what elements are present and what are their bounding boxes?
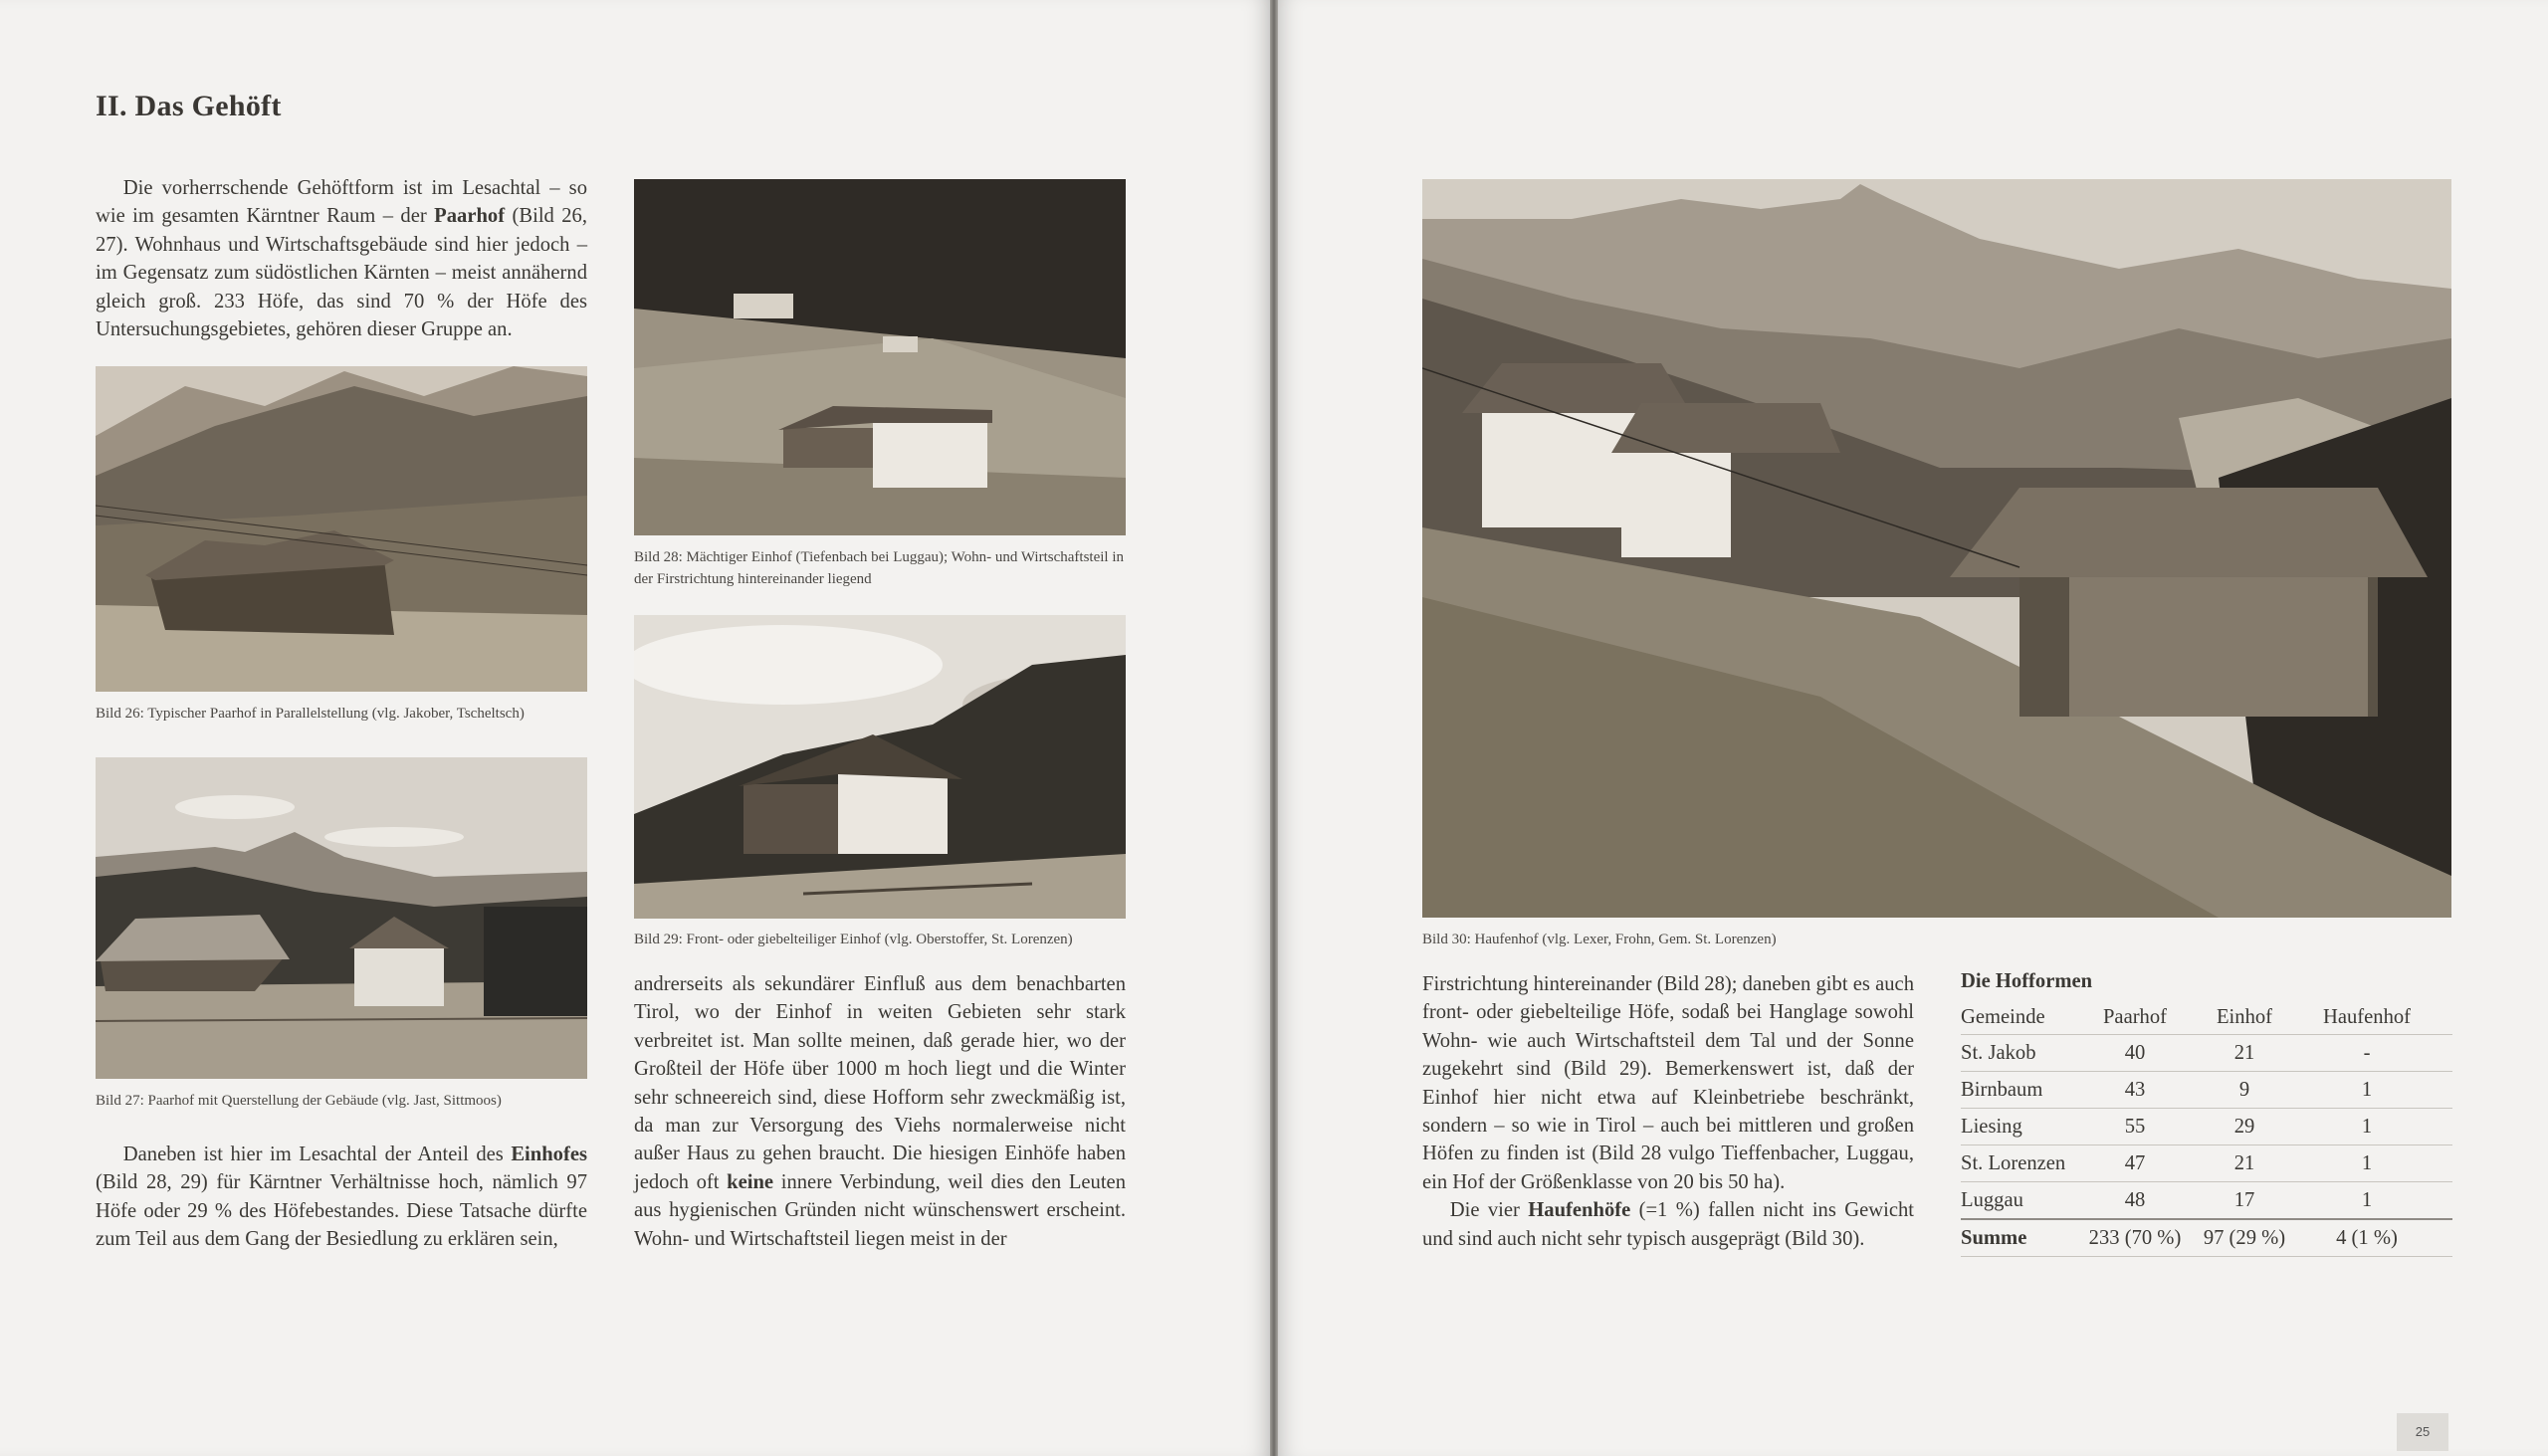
cell-haufenhof: - — [2363, 1042, 2371, 1064]
cell-gemeinde: Birnbaum — [1961, 1079, 2043, 1101]
chapter-heading: II. Das Gehöft — [96, 90, 282, 122]
column2-paragraph: andrerseits als sekundärer Einfluß aus dem benachbarten Tirol, wo der Einhof in weiten Gebieten sehr stark verbreitet ist. Man sollte meinen, daß gerade hier, wo der Großteil der Höfe über 1000 m hoch liegt und die Winter sehr schneereich sind, diese Hofform sehr zweckmäßig ist, da man zur Versorgung des Viehs normalerweise nicht außer Haus zu gehen braucht. Die hiesigen Einhöfe haben jedoch oft keine innere Verbindung, weil dies den Leuten aus hygienischen Gründen nicht wünschenswert erscheint. Wohn- und Wirtschaftsteil liegen meist in der — [634, 973, 1126, 1250]
photo-bild30 — [1422, 179, 2451, 918]
right-column-text — [1422, 970, 1914, 1253]
firstrichtung-paragraph: Firstrichtung hintereinander (Bild 28); daneben gibt es auch front- oder giebelteilige Höfe, sodaß bei Hanglage sowohl Wohn- wie auch Wirtschaftsteil dem Tal und der Sonne zugekehrt sind (Bild 29). Bemerkenswert ist, daß der Einhof hier nicht etwa auf Kleinbetriebe beschränkt, sondern – so wie in Tirol – auch bei mittleren und großen Höfen zu finden ist (Bild 28 vulgo Tieffenbacher, Luggau, ein Hof der Größenklasse von 20 bis 50 ha). — [1422, 973, 1914, 1193]
photo-bild28 — [634, 179, 1126, 535]
photo-bild27 — [96, 757, 587, 1079]
table-row — [1961, 1035, 2452, 1072]
bold-term: Einhofes — [511, 1144, 587, 1165]
left-page — [0, 0, 1270, 1456]
photo-bild29 — [634, 615, 1126, 919]
column2-text — [634, 970, 1126, 1253]
cell-paarhof: 47 — [2124, 1152, 2146, 1174]
caption-bild29: Bild 29: Front- oder giebelteiliger Einhof (vlg. Oberstoffer, St. Lorenzen) — [634, 932, 1073, 947]
right-page — [1278, 0, 2548, 1456]
sum-einhof: 97 (29 %) — [2203, 1227, 2286, 1249]
page-number: 25 — [2397, 1413, 2448, 1451]
table-sum-row — [1961, 1218, 2452, 1257]
book-gutter — [1270, 0, 1278, 1456]
caption-bild26: Bild 26: Typischer Paarhof in Parallelstellung (vlg. Jakober, Tscheltsch) — [96, 706, 525, 722]
table-title: Die Hofformen — [1961, 970, 2093, 992]
cell-haufenhof: 1 — [2361, 1116, 2373, 1138]
intro-text — [96, 174, 587, 343]
cell-haufenhof: 1 — [2361, 1079, 2373, 1101]
table-row — [1961, 1072, 2452, 1109]
hofformen-table — [1961, 967, 2452, 1257]
table-row — [1961, 1182, 2452, 1218]
caption-bild30: Bild 30: Haufenhof (vlg. Lexer, Frohn, Gem. St. Lorenzen) — [1422, 932, 1777, 947]
bold-term: Haufenhöfe — [1528, 1199, 1631, 1222]
einhof-paragraph: Daneben ist hier im Lesachtal der Anteil des Einhofes (Bild 28, 29) für Kärntner Verhältnisse hoch, nämlich 97 Höfe oder 29 % des Höfebestandes. Diese Tatsache dürfte zum Teil aus dem Gang der Besiedlung zu erklären sein, — [96, 1144, 587, 1251]
cell-einhof: 21 — [2233, 1152, 2255, 1174]
cell-einhof: 29 — [2233, 1116, 2255, 1138]
cell-paarhof: 40 — [2124, 1042, 2146, 1064]
caption-bild27: Bild 27: Paarhof mit Querstellung der Gebäude (vlg. Jast, Sittmoos) — [96, 1093, 502, 1109]
table-header-row — [1961, 1000, 2452, 1035]
cell-einhof: 21 — [2233, 1042, 2255, 1064]
table-row — [1961, 1145, 2452, 1182]
cell-gemeinde: St. Lorenzen — [1961, 1152, 2066, 1174]
caption-bild28: Bild 28: Mächtiger Einhof (Tiefenbach bei Luggau); Wohn- und Wirtschaftsteil in der Firstrichtung hintereinander liegend — [634, 549, 1124, 587]
header-haufenhof: Haufenhof — [2322, 1006, 2412, 1028]
sum-haufenhof: 4 (1 %) — [2336, 1227, 2398, 1249]
sum-label: Summe — [1961, 1227, 2027, 1249]
bold-term: Paarhof — [434, 205, 506, 228]
bold-term: keine — [727, 1170, 774, 1193]
cell-haufenhof: 1 — [2361, 1189, 2373, 1211]
header-einhof: Einhof — [2216, 1006, 2273, 1028]
cell-einhof: 9 — [2238, 1079, 2250, 1101]
cell-paarhof: 55 — [2124, 1116, 2146, 1138]
cell-einhof: 17 — [2233, 1189, 2255, 1211]
photo-bild26 — [96, 366, 587, 692]
cell-haufenhof: 1 — [2361, 1152, 2373, 1174]
header-gemeinde: Gemeinde — [1961, 1006, 2045, 1028]
haufenhof-paragraph: Die vier Haufenhöfe (=1 %) fallen nicht ins Gewicht und sind auch nicht sehr typisch ausgeprägt (Bild 30). — [1422, 1199, 1914, 1250]
cell-gemeinde: Liesing — [1961, 1116, 2022, 1138]
cell-gemeinde: Luggau — [1961, 1189, 2023, 1211]
table-row — [1961, 1109, 2452, 1145]
cell-paarhof: 43 — [2124, 1079, 2146, 1101]
cell-gemeinde: St. Jakob — [1961, 1042, 2036, 1064]
intro-paragraph: Die vorherrschende Gehöftform ist im Lesachtal – so wie im gesamten Kärntner Raum – der Paarhof (Bild 26, 27). Wohnhaus und Wirtschaftsgebäude sind hier jedoch – im Gegensatz zum südöstlichen Kärnten – meist annähernd gleich groß. 233 Höfe, das sind 70 % der Höfe des Untersuchungsgebietes, gehören dieser Gruppe an. — [96, 177, 587, 341]
einhof-text — [96, 1141, 587, 1254]
header-paarhof: Paarhof — [2102, 1006, 2168, 1028]
sum-paarhof: 233 (70 %) — [2088, 1227, 2182, 1249]
cell-paarhof: 48 — [2124, 1189, 2146, 1211]
